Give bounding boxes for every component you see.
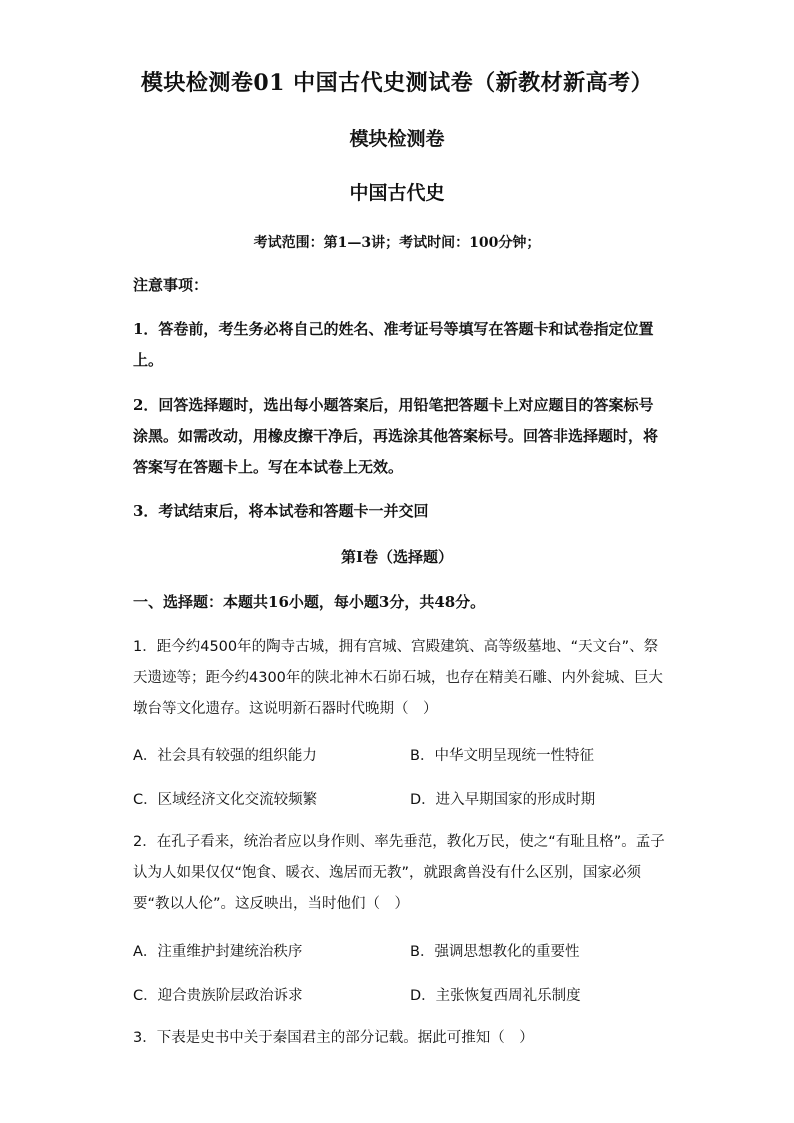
- question-1-stem: 1．距今约4500年的陶寺古城，拥有宫城、宫殿建筑、高等级墓地、“天文台”、祭天遗迹等；距今约4300年的陕北神木石峁石城，也存在精美石雕、内外瓮城、巨大墩台等文化遗存。这说明新石器时代晚期（ ）: [133, 639, 663, 717]
- exam-subject: 中国古代史: [349, 182, 445, 204]
- volume-heading: 第I卷（选择题）: [340, 548, 454, 566]
- exam-scope: 考试范围：第1—3讲；考试时间：100分钟；: [253, 235, 541, 251]
- exam-title: 模块检测卷01 中国古代史测试卷（新教材新高考）: [140, 70, 654, 96]
- question-1-option-a: A．社会具有较强的组织能力: [133, 748, 317, 764]
- question-1-option-d: D．进入早期国家的形成时期: [410, 792, 596, 808]
- notice-heading: 注意事项：: [133, 276, 209, 294]
- question-1-option-b: B．中华文明呈现统一性特征: [410, 748, 594, 764]
- question-2-option-b: B．强调思想教化的重要性: [410, 944, 580, 960]
- question-2-stem: 2．在孔子看来，统治者应以身作则、率先垂范，教化万民，使之“有耻且格”。孟子认为人如果仅仅“饱食、暖衣、逸居而无教”，就跟禽兽没有什么区别，国家必须要“教以人伦”。这反映出，当时他们（ ）: [133, 834, 665, 912]
- question-2-option-a: A．注重维护封建统治秩序: [133, 944, 303, 960]
- notice-item-1: 1．答卷前，考生务必将自己的姓名、准考证号等填写在答题卡和试卷指定位置上。: [133, 320, 654, 369]
- question-1-option-c: C．区域经济文化交流较频繁: [133, 792, 318, 808]
- question-2-option-c: C．迎合贵族阶层政治诉求: [133, 988, 303, 1004]
- question-2-option-d: D．主张恢复西周礼乐制度: [410, 988, 581, 1004]
- question-3-stem: 3．下表是史书中关于秦国君主的部分记载。据此可推知（ ）: [133, 1030, 534, 1046]
- notice-item-3: 3．考试结束后，将本试卷和答题卡一并交回: [133, 502, 429, 520]
- section-heading: 一、选择题：本题共16小题，每小题3分，共48分。: [133, 593, 486, 611]
- exam-subtitle: 模块检测卷: [349, 128, 445, 150]
- notice-item-2: 2．回答选择题时，选出每小题答案后，用铅笔把答题卡上对应题目的答案标号涂黑。如需改动，用橡皮擦干净后，再选涂其他答案标号。回答非选择题时，将答案写在答题卡上。写在本试卷上无效。: [133, 396, 659, 476]
